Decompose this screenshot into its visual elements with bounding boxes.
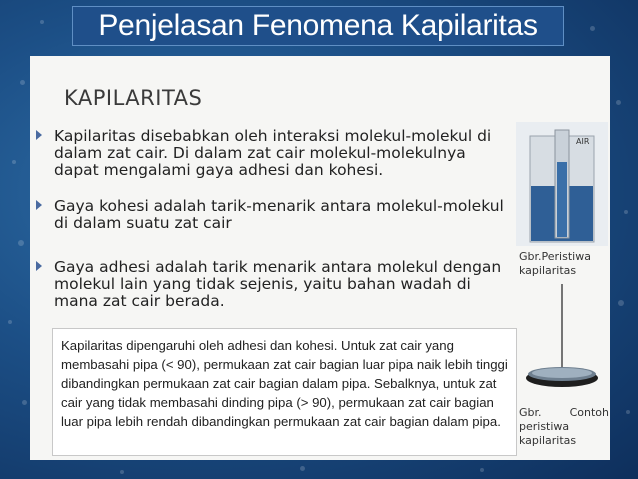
bullet-text: Kapilaritas disebabkan oleh interaksi molekul-molekul di dalam zat cair. Di dalam zat cair molekul-molekulnya dapat mengalami gaya adhesi dan kohesi.	[54, 127, 492, 179]
bullet-item	[36, 128, 514, 179]
page-title: Penjelasan Fenomena Kapilaritas	[72, 6, 564, 46]
explanation-textbox: Kapilaritas dipengaruhi oleh adhesi dan kohesi. Untuk zat cair yang membasahi pipa (< 90), permukaan zat cair bagian luar pipa naik lebih tinggi dibandingkan permukaan zat cair bagian dalam pipa. Sebalknya, untuk zat cair yang tidak membasahi dinding pipa (> 90), permukaan zat cair bagian luar pipa lebih rendah dibandingkan permukaan zat cair bagian dalam pipa.	[52, 328, 517, 456]
caption-gbr: Gbr.	[519, 406, 542, 419]
bullet-arrow-icon	[36, 261, 42, 271]
bullet-item	[36, 259, 514, 310]
bullet-text: Gaya adhesi adalah tarik menarik antara molekul dengan molekul lain yang tidak sejenis, yaitu bahan wadah di mana zat cair berada.	[54, 258, 502, 310]
slide-content	[30, 56, 610, 460]
figure-caption: Gbr.Peristiwa kapilaritas	[519, 250, 591, 277]
bullet-arrow-icon	[36, 130, 42, 140]
capillary-dish-figure	[522, 278, 608, 398]
bullet-item	[36, 198, 514, 232]
bullet-arrow-icon	[36, 200, 42, 210]
slide-heading: KAPILARITAS	[64, 86, 203, 110]
figure-label-air: AIR	[576, 137, 590, 146]
caption-contoh: Contoh	[569, 406, 609, 419]
capillary-tube-figure	[516, 122, 608, 246]
figure-caption	[519, 406, 609, 448]
caption-rest: peristiwa kapilaritas	[519, 420, 577, 447]
bullet-text: Gaya kohesi adalah tarik-menarik antara molekul-molekul di dalam suatu zat cair	[54, 197, 504, 232]
